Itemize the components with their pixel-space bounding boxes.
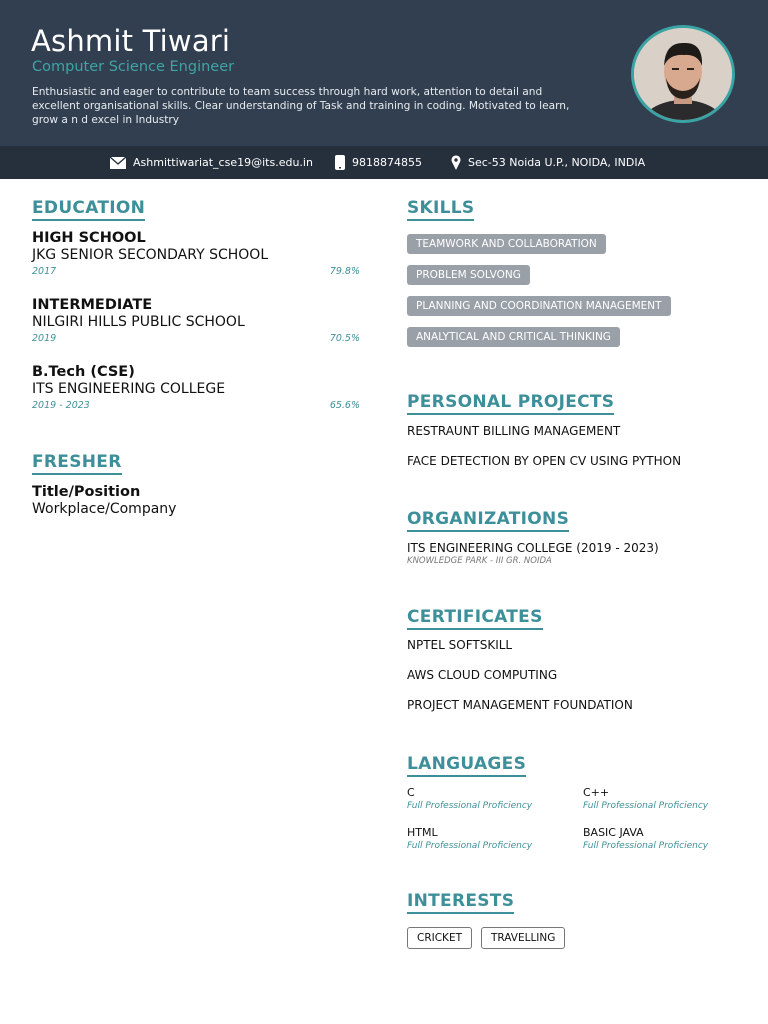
education-year: 2017 — [32, 266, 57, 277]
skill-tag: ANALYTICAL AND CRITICAL THINKING — [407, 327, 620, 347]
section-title: FRESHER — [32, 452, 122, 475]
education-section — [32, 198, 145, 221]
envelope-icon — [110, 157, 126, 169]
language-name: C — [407, 786, 415, 799]
section-title: INTERESTS — [407, 891, 514, 914]
section-title: EDUCATION — [32, 198, 145, 221]
education-score: 70.5% — [329, 333, 360, 344]
candidate-role: Computer Science Engineer — [32, 59, 235, 75]
interests-section — [407, 891, 514, 914]
education-item — [32, 297, 360, 344]
project-item: RESTRAUNT BILLING MANAGEMENT — [407, 424, 621, 438]
language-level: Full Professional Proficiency — [583, 841, 709, 851]
language-level: Full Professional Proficiency — [407, 841, 533, 851]
language-item — [583, 786, 708, 811]
education-school: ITS ENGINEERING COLLEGE — [32, 381, 226, 397]
interest-tag: CRICKET — [407, 927, 472, 949]
experience-item — [32, 484, 360, 518]
skills-section — [407, 198, 474, 221]
certificate-item: PROJECT MANAGEMENT FOUNDATION — [407, 698, 633, 712]
candidate-name: Ashmit Tiwari — [31, 24, 231, 58]
language-level: Full Professional Proficiency — [583, 801, 709, 811]
organization-name: ITS ENGINEERING COLLEGE (2019 - 2023) — [407, 541, 659, 555]
section-title: ORGANIZATIONS — [407, 509, 569, 532]
projects-section — [407, 392, 614, 415]
education-score: 79.8% — [329, 266, 360, 277]
experience-company: Workplace/Company — [32, 501, 177, 517]
fresher-section — [32, 452, 122, 475]
section-title: PERSONAL PROJECTS — [407, 392, 614, 415]
skill-tag: TEAMWORK AND COLLABORATION — [407, 234, 606, 254]
education-level: HIGH SCHOOL — [32, 230, 146, 246]
education-level: INTERMEDIATE — [32, 297, 153, 313]
language-name: C++ — [583, 786, 610, 799]
language-name: HTML — [407, 826, 438, 839]
interest-tag: TRAVELLING — [481, 927, 565, 949]
language-level: Full Professional Proficiency — [407, 801, 533, 811]
certificate-item: AWS CLOUD COMPUTING — [407, 668, 558, 682]
contact-bar — [0, 146, 768, 179]
phone-icon — [335, 155, 345, 170]
profile-photo — [631, 25, 735, 123]
language-item — [407, 786, 532, 811]
language-item — [583, 826, 708, 851]
education-item — [32, 364, 360, 411]
skill-tag: PROBLEM SOLVONG — [407, 265, 530, 285]
education-meta — [32, 333, 360, 344]
education-item — [32, 230, 360, 277]
education-school: JKG SENIOR SECONDARY SCHOOL — [32, 247, 269, 263]
address-text: Sec-53 Noida U.P., NOIDA, INDIA — [468, 156, 646, 169]
education-year: 2019 - 2023 — [32, 400, 90, 411]
organizations-section — [407, 509, 569, 532]
experience-position: Title/Position — [32, 484, 141, 500]
profile-summary: Enthusiastic and eager to contribute to team success through hard work, attention to detail and excellent organisational skills. Clear understanding of Task and training in coding. Motivated to learn, grow a n d excel in Industry — [32, 86, 570, 126]
education-meta — [32, 266, 360, 277]
resume-header — [0, 0, 768, 146]
education-level: B.Tech (CSE) — [32, 364, 135, 380]
education-score: 65.6% — [329, 400, 360, 411]
contact-email[interactable] — [110, 146, 313, 179]
project-item: FACE DETECTION BY OPEN CV USING PYTHON — [407, 454, 682, 468]
email-text: Ashmittiwariat_cse19@its.edu.in — [133, 156, 313, 169]
section-title: LANGUAGES — [407, 754, 526, 777]
language-item — [407, 826, 532, 851]
languages-section — [407, 754, 526, 777]
education-meta — [32, 400, 360, 411]
certificates-section — [407, 607, 543, 630]
language-name: BASIC JAVA — [583, 826, 644, 839]
contact-address — [451, 146, 645, 179]
organization-location: KNOWLEDGE PARK - III GR. NOIDA — [407, 556, 552, 566]
certificate-item: NPTEL SOFTSKILL — [407, 638, 513, 652]
education-school: NILGIRI HILLS PUBLIC SCHOOL — [32, 314, 245, 330]
map-pin-icon — [451, 155, 461, 170]
section-title: SKILLS — [407, 198, 474, 221]
phone-text: 9818874855 — [352, 156, 422, 169]
section-title: CERTIFICATES — [407, 607, 543, 630]
contact-phone[interactable] — [335, 146, 422, 179]
skill-tag: PLANNING AND COORDINATION MANAGEMENT — [407, 296, 671, 316]
education-year: 2019 — [32, 333, 57, 344]
